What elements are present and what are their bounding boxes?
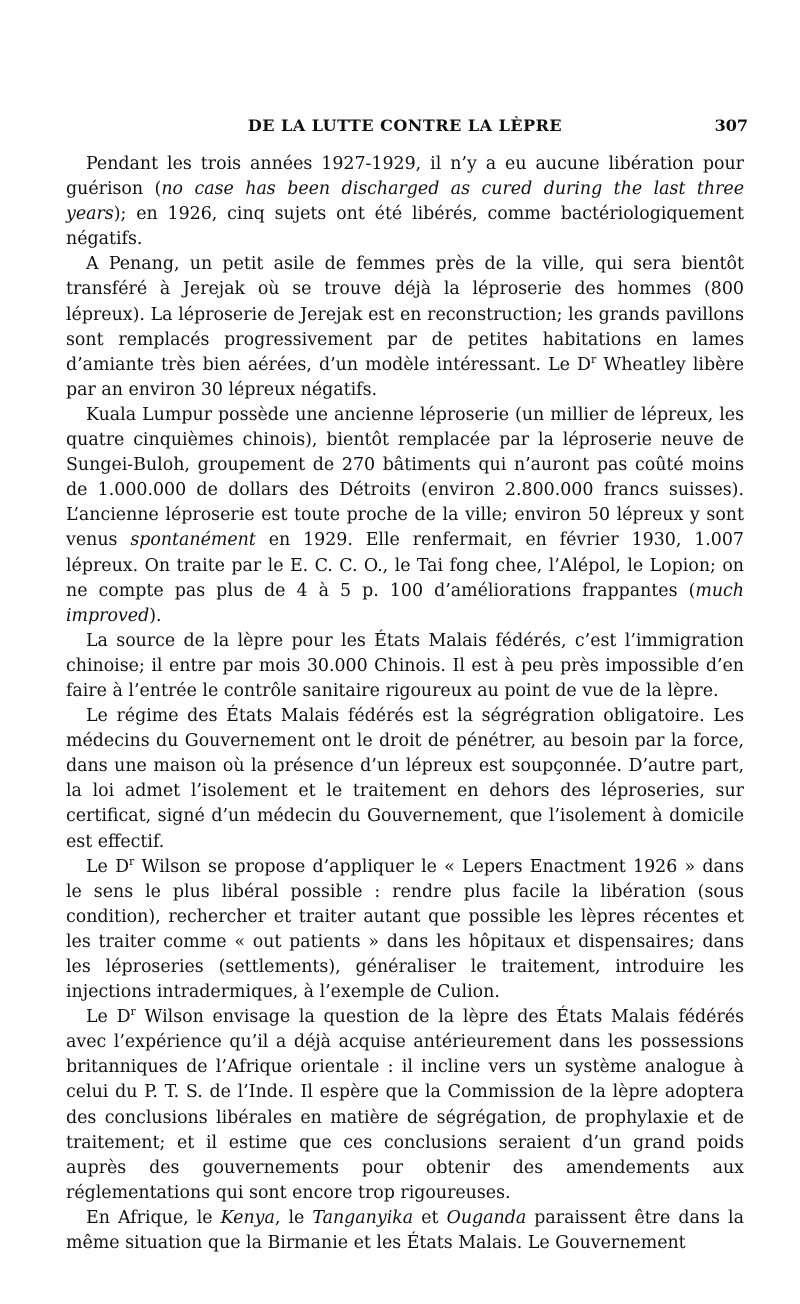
paragraph-4 [66,629,744,704]
text-run: en 1929. Elle renfermait, en février 1930, 1.007 lépreux. On traite par le E. C. C. O., le Tai fong chee, l’Alépol, le Lopion; on ne compte pas plus de 4 à 5 p. 100 d’améliorations frappantes ( [66,530,744,601]
text-run: Le D [86,856,130,877]
text-run: ). [149,605,162,626]
superscript: r [130,1005,136,1019]
page-number: 307 [714,116,748,135]
italic-run: spontanément [130,530,256,551]
text-run: Le D [86,1007,131,1028]
text-run: Wilson envisage la question de la lèpre des États Malais fédérés avec l’expérience qu’il a déjà acquise antérieurement dans les possessions britanniques de l’Afrique orientale : il incline vers un système analogue à celui du P. T. S. de l’Inde. Il espère que la Commission de la lèpre adoptera des conclusions libérales en matière de ségrégation, de prophylaxie et de traitement; et il estime que ces conclusions seraient d’un grand poids auprès des gouvernements pour obtenir des amendements aux réglementations qui sont encore trop rigoureuses. [66,1007,744,1203]
text-run: Kuala Lumpur possède une ancienne léproserie (un millier de lépreux, les quatre cinquièmes chinois), bientôt remplacée par la léproserie neuve de Sungei-Buloh, groupement de 270 bâtiments qui n’auront pas coûté moins de 1.000.000 de dollars des Détroits (environ 2.800.000 francs suisses). L’ancienne léproserie est toute proche de la ville; environ 50 lépreux y sont venus [66,404,744,551]
paragraph-7 [66,1005,744,1206]
text-run: et [413,1207,447,1228]
text-run: Pendant les trois années 1927-1929, il n’y a eu aucune libération pour guérison ( [66,154,744,200]
paragraph-8 [66,1206,744,1256]
text-run: La source de la lèpre pour les États Malais fédérés, c’est l’immigration chinoise; il entre par mois 30.000 Chinois. Il est à peu près impossible d’en faire à l’entrée le contrôle sanitaire rigoureux au point de vue de la lèpre. [66,630,744,701]
text-run: A Penang, un petit asile de femmes près de la ville, qui sera bientôt transféré à Jerejak où se trouve déjà la léproserie des hommes (800 lépreux). La léproserie de Jerejak est en reconstruction; les grands pavillons sont remplacés progressivement par de petites habitations en lames d’amiante très bien aérées, d’un modèle intéressant. Le D [66,254,744,375]
running-title: DE LA LUTTE CONTRE LA LÈPRE [247,116,563,135]
italic-run: no case has been discharged as cured during the last three years [66,179,744,225]
italic-run: much improved [66,580,744,626]
paragraph-1 [66,152,744,252]
text-run: Wilson se propose d’appliquer le « Lepers Enactment 1926 » dans le sens le plus libéral possible : rendre plus facile la libération (sous condition), rechercher et traiter autant que possible les lèpres récentes et les traiter comme « out patients » dans les hôpitaux et dispensaires; dans les léproseries (settlements), généraliser le traitement, introduire les injections intradermiques, à l’exemple de Culion. [66,856,744,1003]
paragraph-6 [66,855,744,1006]
body-text [66,152,744,1256]
italic-run: Kenya [220,1207,275,1228]
paragraph-5 [66,704,744,855]
italic-run: Tanganyika [312,1207,414,1228]
text-run: Wheatley libère par an environ 30 lépreux négatifs. [66,354,744,400]
paragraph-2 [66,252,744,403]
text-run: paraissent être dans la même situation que la Birmanie et les États Malais. Le Gouvernement [66,1207,744,1254]
text-run: Le régime des États Malais fédérés est la ségrégration obligatoire. Les médecins du Gouvernement ont le droit de pénétrer, au besoin par la force, dans une maison où la présence d’un lépreux est soupçonnée. D’autre part, la loi admet l’isolement et le traitement en dehors des léproseries, sur certificat, signé d’un médecin du Gouvernement, que l’isolement à domicile est effectif. [66,706,744,852]
italic-run: Ouganda [446,1207,527,1228]
superscript: r [129,854,135,868]
text-run: ); en 1926, cinq sujets ont été libérés, comme bactériologiquement négatifs. [66,204,744,250]
text-run: En Afrique, le [86,1207,221,1228]
running-header [62,116,748,140]
superscript: r [591,352,597,366]
paragraph-3 [66,403,744,629]
text-run: , le [274,1207,313,1228]
